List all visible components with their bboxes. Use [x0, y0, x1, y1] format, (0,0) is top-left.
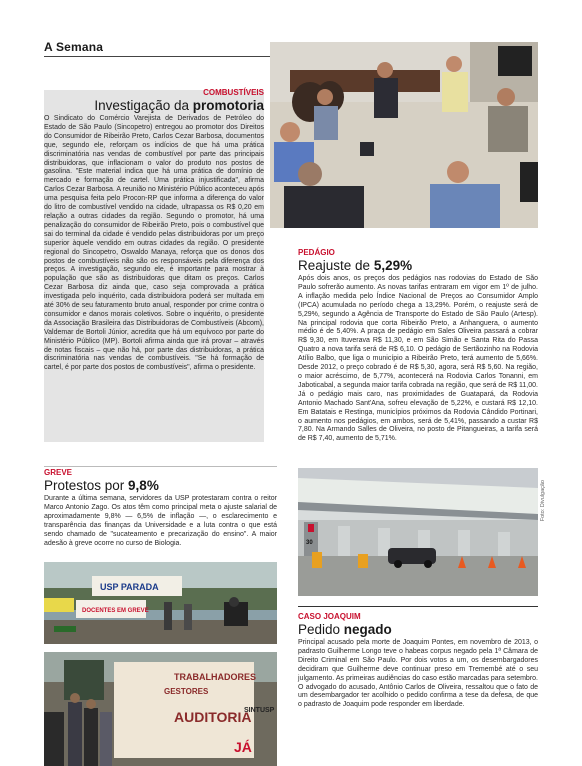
case-title-text: Pedido	[298, 622, 344, 637]
meeting-photo	[270, 42, 538, 228]
case-article	[298, 612, 538, 710]
toll-title	[298, 258, 538, 273]
case-body: Principal acusado pela morte de Joaquim Pontes, em novembro de 2013, o padrasto Guilherme Longo teve o habeas corpus negado pela 1ª Câmara de Direito Criminal em São Paulo. Por dois votos a um, os desembargadores decidiram que Guilherme deve continuar preso em Tremembé até o seu julgamento. As primeiras audiências do caso estão marcadas para setembro. O advogado do acusado, Antônio Carlos de Oliveira, ressaltou que o fato de um desembargador ter acolhido o pedido confirma a tese da defesa, de que o padrasto de Joaquim pode responder em liberdade.	[298, 639, 538, 709]
fuel-title-text: Investigação da	[94, 98, 193, 113]
protest-photo-bottom	[44, 652, 277, 766]
fuel-article	[44, 90, 264, 442]
fuel-title	[94, 98, 264, 113]
toll-title-text: Reajuste de	[298, 258, 374, 273]
right-separator	[298, 606, 538, 607]
toll-article	[298, 248, 538, 444]
strike-title-text: Protestos por	[44, 478, 129, 493]
toll-title-bold: 5,29%	[373, 258, 413, 273]
protest-sign-ja: JÁ	[234, 739, 252, 755]
protest-sign-gestores: GESTORES	[164, 687, 209, 696]
left-separator	[44, 466, 277, 467]
toll-plaza-photo	[298, 468, 538, 596]
strike-title	[44, 478, 277, 493]
toll-body: Após dois anos, os preços dos pedágios nas rodovias do Estado de São Paulo sofrerão aumento. As novas tarifas entraram em vigor em 1º de julho. A inflação medida pelo Índice Nacional de Preços ao Consumidor Amplo (IPCA) acumulada no período chega a 13,29%. Porém, o reajuste será de 5,29%, segundo a Agência de Transporte do Estado de São Paulo (Artesp). Na principal rodovia que corta Ribeirão Preto, a Anhanguera, o aumento médio é de 5,40%. A praça de pedágio em Sales Oliveira passará a cobrar R$ 9,30, em Ituverava R$ 11,30, e em São Simão e Santa Rita do Passa Quatro a nova tarifa será de R$ 6,10. O pedágio de Sertãozinho na Rodovia Atílio Balbo, que liga o município a Ribeirão Preto, terá aumento de 5,66%. Desde 2012, o preço cobrado é de R$ 5,30, agora, será R$ 5,60. Na região, o maior acréscimo, de 5,77%, acontecerá na Rodovia Carlos Tonanni, em Jaboticabal, a segunda maior tarifa cobrada na região, que será de R$ 11,00. Já o pedágio mais caro, nas proximidades de Guatapará, da Rodovia Antonio Machado Sant'Ana, sofreu elevação de 5,22%, e custará R$ 12,10. Em Batatais e Restinga, municípios próximos da Rodovia Cândido Portinari, o aumento nos pedágios, em ambos, será de 5,41%, passando a custar R$ 7,80. Na Armando Salles de Oliveira, no posto de Pitangueiras, a tarifa será de R$ 7,40, aumento de 5,71%.	[298, 275, 538, 443]
protest-sign-auditoria: AUDITORIA	[174, 709, 252, 725]
section-title: A Semana	[44, 40, 104, 54]
case-title	[298, 622, 538, 637]
strike-body: Durante a última semana, servidores da USP protestaram contra o reitor Marco Antonio Zago. Os atos têm como principal meta o ajuste salarial de aproximadamente 9,8% — 6,5% de inflação —, o esclarecimento e transparência das finanças da Universidade e a luta contra o que está sendo chamado de "sucateamento e precarização do ensino". A maior adesão à greve ocorre no curso de Biologia.	[44, 495, 277, 547]
toll-kicker: PEDÁGIO	[298, 248, 335, 257]
protest-sign-sintusp: SINTUSP	[244, 707, 275, 714]
fuel-kicker: COMBUSTÍVEIS	[203, 88, 264, 97]
strike-kicker: GREVE	[44, 468, 73, 477]
photo-credit: Foto: Divulgação	[540, 480, 546, 522]
protest-sign-docentes: DOCENTES EM GREVE	[82, 608, 149, 614]
case-kicker: CASO JOAQUIM	[298, 612, 361, 621]
protest-sign-trabalhadores: TRABALHADORES	[174, 672, 256, 682]
strike-title-bold: 9,8%	[128, 478, 159, 493]
strike-article	[44, 468, 277, 548]
case-title-bold: negado	[343, 622, 392, 637]
protest-sign-usp: USP PARADA	[100, 582, 159, 592]
protest-photo-top	[44, 562, 277, 644]
toll-speed-sign: 30	[306, 540, 313, 546]
fuel-body: O Sindicato do Comércio Varejista de Derivados de Petróleo do Estado de São Paulo (Sincopetro) entregou ao promotor dos Direitos do Consumidor de Ribeirão Preto, Carlos Cezar Barbosa, documentos que, segundo ele, reforçam os indícios de que há uma prática discriminatória nas vendas de combustível por parte das principais distribuidoras, que inflacionam o valor do produto nos postos de gasolina. "Este material indica que há uma prática de domínio de mercado e formação de cartel. Uma prática injustificada", afirma Carlos Cezar Barbosa. A reunião no Ministério Público aconteceu após uma pesquisa feita pelo Procon-RP que informa a diferença do valor do litro de combustível vendido na cidade, ultrapassa os R$ 0,20 em relação a outras cidades da região. Segundo o promotor, há uma penalização do consumidor de Ribeirão Preto, pois o combustível que sai do terminal da cidade é vendido pelas distribuidoras por um preço superior àquele vendido em outras cidades da região. O presidente regional do Sincopetro, Oswaldo Manaya, reforça que os donos dos postos de combustíveis não são os responsáveis pela diferença dos preços. A investigação, segundo ele, é importante para mostrar à população que são as distribuidoras que ditam os preços. Carlos Cezar Barbosa diz ainda que, caso seja comprovada a prática investigada pelo inquérito, cada distribuidora poderá ser multada em até 30% de seu faturamento bruto anual, responder por crime contra o consumidor e danos morais coletivos. Sobre o inquérito, o presidente da Associação Brasileira das Distribuidoras de Combustíveis (Abcom), Valdemar de Bortoli Júnior, acredita que há um equívoco por parte do Ministério Público (MP). Bortoli afirma ainda que irá provar – através de notas fiscais – que não há, por parte das distribuidoras, a prática discriminatória nas vendas de combustíveis. "Se há formação de cartel, é por parte dos postos de combustíveis", afirma o presidente.	[44, 115, 264, 372]
fuel-title-bold: promotoria	[192, 98, 264, 113]
